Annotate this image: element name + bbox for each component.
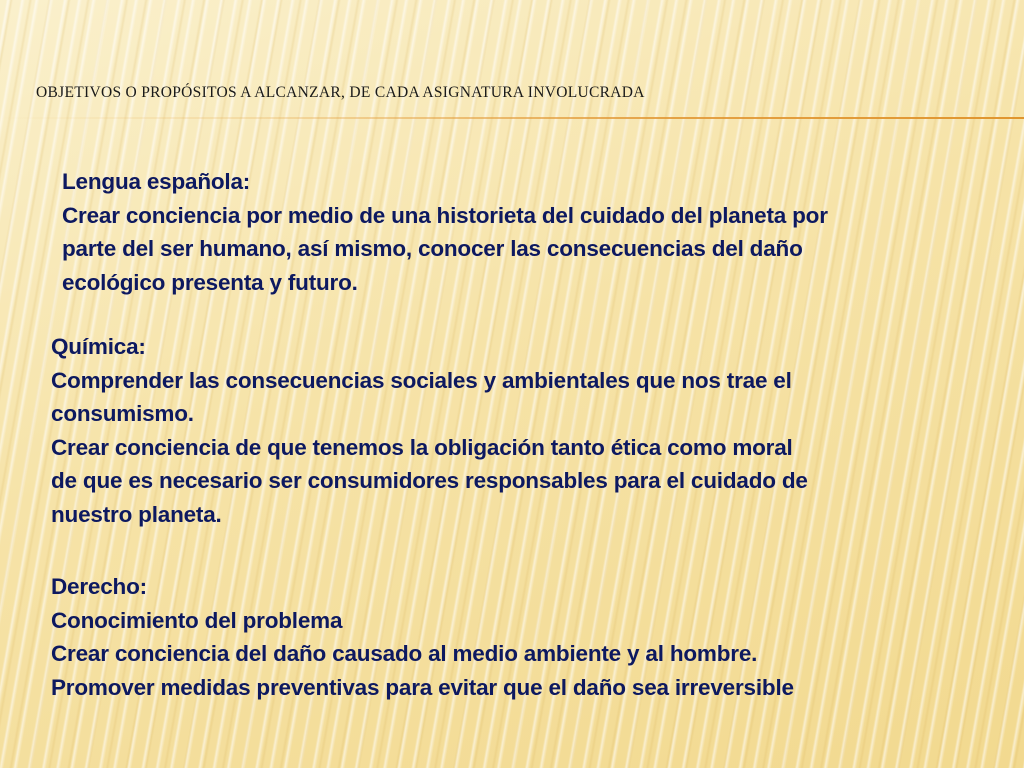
section-text-line: ecológico presenta y futuro. (62, 269, 358, 295)
section-text-line: Crear conciencia de que tenemos la obligación tanto ética como moral (51, 434, 793, 460)
section-heading: Derecho: (51, 574, 147, 599)
section-text-line: nuestro planeta. (51, 501, 222, 527)
section-quimica (51, 330, 808, 531)
section-lengua-espanola (62, 165, 828, 299)
section-text-line: Crear conciencia del daño causado al medio ambiente y al hombre. (51, 641, 758, 666)
section-heading: Lengua española: (62, 169, 251, 194)
section-text-line: parte del ser humano, así mismo, conocer las consecuencias del daño (62, 236, 803, 261)
section-text-line: de que es necesario ser consumidores responsables para el cuidado de (51, 468, 808, 493)
section-heading: Química: (51, 334, 146, 359)
section-text-line: Crear conciencia por medio de una historieta del cuidado del planeta por (62, 202, 828, 228)
title-divider (0, 117, 1024, 119)
section-text-line: consumismo. (51, 401, 194, 426)
section-text-line: Comprender las consecuencias sociales y ambientales que nos trae el (51, 367, 792, 393)
section-text-line: Promover medidas preventivas para evitar que el daño sea irreversible (51, 674, 794, 700)
section-text-line: Conocimiento del problema (51, 607, 343, 633)
slide-title: OBJETIVOS O PROPÓSITOS A ALCANZAR, DE CADA ASIGNATURA INVOLUCRADA (36, 84, 645, 101)
section-derecho (51, 570, 794, 704)
